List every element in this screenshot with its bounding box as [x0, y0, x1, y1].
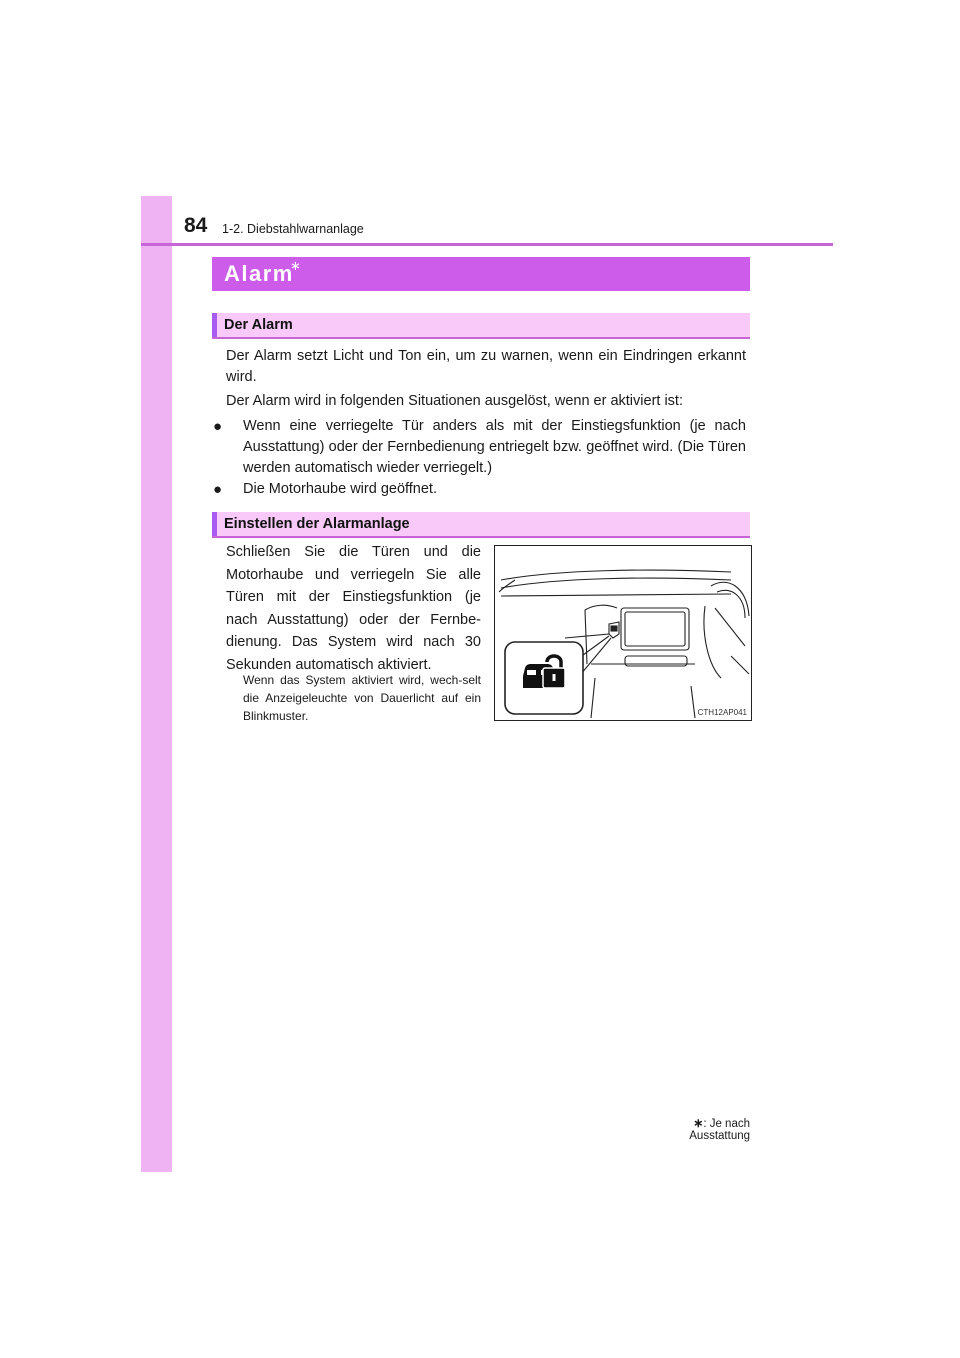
footnote	[633, 1116, 750, 1142]
side-tab	[141, 196, 172, 1172]
section-heading-der-alarm	[212, 313, 750, 339]
section-accent	[212, 313, 217, 337]
bullet-icon: ●	[213, 481, 223, 498]
title-bar	[212, 257, 750, 291]
paragraph: Der Alarm wird in folgenden Situationen ausgelöst, wenn er aktiviert ist:	[226, 393, 683, 409]
header-rule	[141, 243, 833, 246]
paragraph: Der Alarm setzt Licht und Ton ein, um zu warnen, wenn ein Eindringen erkannt wird.	[226, 348, 746, 385]
dashboard-illustration	[494, 545, 752, 721]
dashboard-drawing	[495, 546, 751, 720]
section-heading-einstellen	[212, 512, 750, 538]
list-item: Wenn eine verriegelte Tür anders als mit der Einstiegsfunktion (je nach Ausstattung) oder der Fernbedienung entriegelt bzw. geöffnet wird. (Die Türen werden automatisch wieder verriegelt.)	[243, 418, 746, 476]
figure-code: CTH12AP041	[697, 708, 747, 717]
footnote-text: : Je nach Ausstattung	[689, 1118, 750, 1142]
page-title: Alarm	[224, 261, 294, 286]
page-number: 84	[184, 214, 208, 237]
footnote-asterisk: ∗	[693, 1116, 704, 1130]
bullet-icon: ●	[213, 418, 223, 435]
list-item: Die Motorhaube wird geöffnet.	[243, 481, 437, 497]
section-heading-label: Einstellen der Alarmanlage	[224, 516, 410, 532]
running-head: 1-2. Diebstahlwarnanlage	[222, 222, 364, 236]
section-accent	[212, 512, 217, 536]
title-asterisk: ∗	[290, 258, 301, 273]
paragraph: Schließen Sie die Türen und die Motorhaube und verriegeln Sie alle Türen mit der Einstiegsfunktion (je nach Ausstattung) oder der Fernbe-dienung. Das System wird nach 30 Sekunden automatisch aktiviert.	[226, 544, 481, 673]
note-text: Wenn das System aktiviert wird, wech-selt die Anzeigeleuchte von Dauerlicht auf ein Blinkmuster.	[243, 673, 481, 723]
section-heading-label: Der Alarm	[224, 317, 293, 333]
